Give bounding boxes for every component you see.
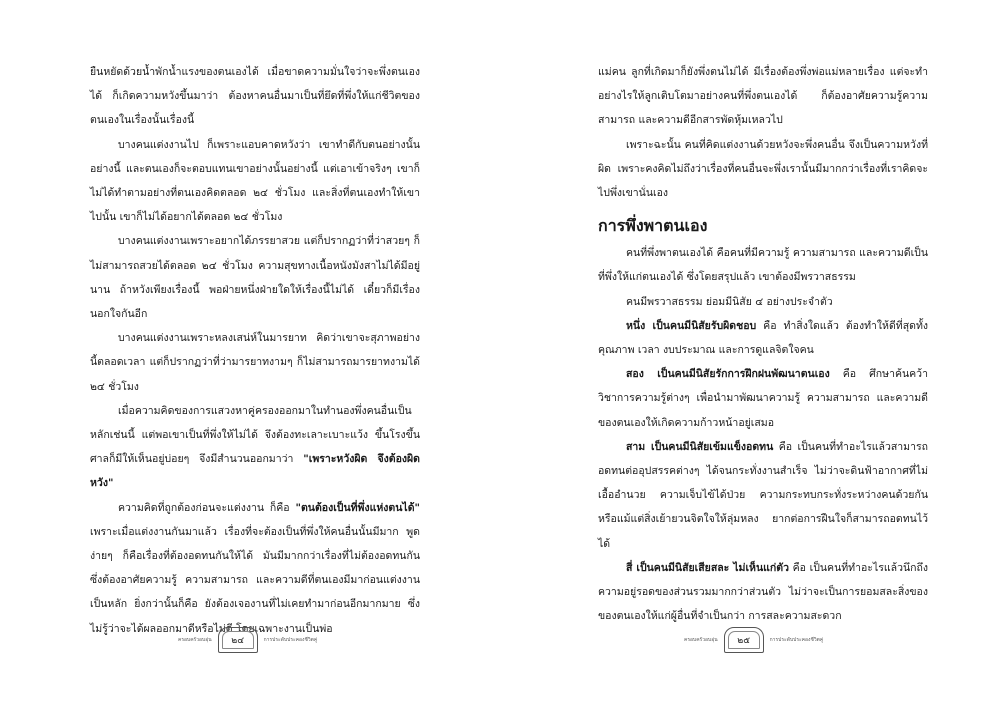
paragraph: แม่คน ลูกที่เกิดมาก็ยังพึ่งตนไม่ได้ มีเรื่องต้องพึ่งพ่อแม่หลายเรื่อง แต่จะทำอย่างไรให้ลูกเติบโตมาอย่างคนที่พึ่งตนเองได้ ก็ต้องอาศัยความรู้ความสามารถ และความดีอีกสารพัดหุ้มเหลวไป: [598, 66, 928, 127]
paragraph: บางคนแต่งงานเพราะอยากได้ภรรยาสวย แต่ก็ปรากฏว่าที่ว่าสวยๆ ก็ไม่สามารถสวยได้ตลอด ๒๔ ชั่วโมง ความสุขทางเนื้อหนังมังสาไม่ได้มีอยู่นาน ถ้าหวังเพียงเรื่องนี้ พอฝ่ายหนึ่งฝ่ายใดให้เรื่องนี้ไม่ได้ เดี๋ยวก็มีเรื่องนอกใจกันอีก: [90, 235, 420, 321]
footer-book-title: ครอบครัวอบอุ่น: [684, 637, 718, 643]
page-number-frame: [218, 627, 258, 653]
list-item: สาม เป็นคนมีนิสัยเข้มแข็งอดทน คือ เป็นคนที่ทำอะไรแล้วสามารถอดทนต่ออุปสรรคต่างๆ ได้จนกระทั่งงานสำเร็จ ไม่ว่าจะดินฟ้าอากาศที่ไม่เอื้ออำนวย ความเจ็บไข้ได้ป่วย ความกระทบกระทั่งระหว่างคนด้วยกัน หรือแม้แต่สิ่งเย้ายวนจิตใจให้ลุ่มหลง ยากต่อการฝืนใจก็สามารถอดทนไว้ได้: [598, 440, 928, 550]
footer-book-title: ครอบครัวอบอุ่น: [178, 637, 212, 643]
right-page-footer: [684, 625, 823, 655]
paragraph: เพราะฉะนั้น คนที่คิดแต่งงานด้วยหวังจะพึ่งคนอื่น จึงเป็นความหวังที่ผิด เพราะคงคิดไม่ถึงว่าเรื่องที่คนอื่นจะพึ่งเรานั้นมีมากกว่าเรื่องที่เราคิดจะไปพึ่งเขานั่นเอง: [598, 138, 928, 200]
paragraph: บางคนแต่งงานเพราะหลงเสน่ห์ในมารยาท คิดว่าเขาจะสุภาพอย่างนี้ตลอดเวลา แต่ก็ปรากฏว่าที่ว่ามารยาทงามๆ ก็ไม่สามารถมารยาทงามได้ ๒๔ ชั่วโมง: [90, 332, 420, 393]
paragraph: ความคิดที่ถูกต้องก่อนจะแต่งงาน ก็คือ "ตนต้องเป็นที่พึ่งแห่งตนได้" เพราะเมื่อแต่งงานกันมาแล้ว เรื่องที่จะต้องเป็นที่พึ่งให้คนอื่นนั้นมีมาก พูดง่ายๆ ก็คือเรื่องที่ต้องอดทนกันให้ได้ มันมีมากกว่าเรื่องที่ไม่ต้องอดทนกัน ซึ่งต้องอาศัยความรู้ ความสามารถ และความดีที่ตนเองมีมาก่อนแต่งงานเป็นหลัก ยิ่งกว่านั้นก็คือ ยังต้องเจองานที่ไม่เคยทำมาก่อนอีกมากมาย ซึ่งไม่รู้ว่าจะได้ผลออกมาดีหรือไม่ดี โดยเฉพาะงานเป็นพ่อ: [90, 501, 420, 635]
page-number: ๒๕: [737, 636, 751, 646]
left-page-footer: [178, 625, 317, 655]
page-number-frame: [724, 627, 764, 653]
paragraph: ยืนหยัดด้วยน้ำพักน้ำแรงของตนเองได้ เมื่อขาดความมั่นใจว่าจะพึ่งตนเองได้ ก็เกิดความหวังขึ้นมาว่า ต้องหาคนอื่นมาเป็นที่ยึดที่พึ่งให้แก่ชีวิตของตนเองในเรื่องนั้นเรื่องนี้: [90, 66, 420, 127]
quote-bold: "เพราะหวังผิด จึงต้องผิดหวัง": [90, 453, 421, 490]
list-item: สี่ เป็นคนมีนิสัยเสียสละ ไม่เห็นแก่ตัว คือ เป็นคนที่ทำอะไรแล้วนึกถึงความอยู่รอดของส่วนรวมมากกว่าส่วนตัว ไม่ว่าจะเป็นการยอมสละสิ่งของของตนเองให้แก่ผู้อื่นที่จำเป็นกว่า การสละความสะดวก: [598, 561, 928, 623]
section-heading: การพึ่งพาตนเอง: [598, 216, 708, 236]
paragraph: คนที่พึ่งพาตนเองได้ คือคนที่มีความรู้ ความสามารถ และความดีเป็นที่พึ่งให้แก่ตนเองได้ ซึ่งโดยสรุปแล้ว เขาต้องมีพรวาสธรรม: [598, 247, 928, 284]
footer-chapter-title: การประดับประคองชีวิตคู่: [769, 637, 824, 643]
key-phrase-bold: "ตนต้องเป็นที่พึ่งแห่งตนได้": [295, 501, 420, 514]
page-number: ๒๔: [231, 636, 245, 646]
right-page-body: [598, 60, 928, 628]
footer-chapter-title: การประดับประคองชีวิตคู่: [263, 637, 318, 643]
paragraph: คนมีพรวาสธรรม ย่อมมีนิสัย ๔ อย่างประจำตัว: [626, 295, 833, 308]
list-item: หนึ่ง เป็นคนมีนิสัยรับผิดชอบ คือ ทำสิ่งใดแล้ว ต้องทำให้ดีที่สุดทั้งคุณภาพ เวลา งบประมาณ และการดูแลจิตใจคน: [598, 319, 928, 357]
paragraph: บางคนแต่งงานไป ก็เพราะแอบคาดหวังว่า เขาทำดีกับตนอย่างนั้นอย่างนี้ และตนเองก็จะตอบแทนเขาอย่างนั้นอย่างนี้ แต่เอาเข้าจริงๆ เขาก็ไม่ได้ทำตามอย่างที่ตนเองคิดตลอด ๒๔ ชั่วโมง และสิ่งที่ตนเองทำให้เขาไปนั้น เขาก็ไม่ได้อยากได้ตลอด ๒๔ ชั่วโมง: [90, 138, 420, 224]
paragraph: เมื่อความคิดของการแสวงหาคู่ครองออกมาในทำนองพึ่งคนอื่นเป็นหลักเช่นนี้ แต่พอเขาเป็นที่พึ่งให้ไม่ได้ จึงต้องทะเลาะเบาะแว้ง ขึ้นโรงขึ้นศาลก็มีให้เห็นอยู่บ่อยๆ จึงมีสำนวนออกมาว่า "เพราะหวังผิด จึงต้องผิดหวัง": [90, 404, 421, 490]
list-item: สอง เป็นคนมีนิสัยรักการฝึกฝนพัฒนาตนเอง คือ ศึกษาค้นคว้าวิชาการความรู้ต่างๆ เพื่อนำมาพัฒนาความรู้ ความสามารถ และความดีของตนเองให้เกิดความก้าวหน้าอยู่เสมอ: [598, 368, 928, 429]
left-page-body: [90, 60, 420, 641]
